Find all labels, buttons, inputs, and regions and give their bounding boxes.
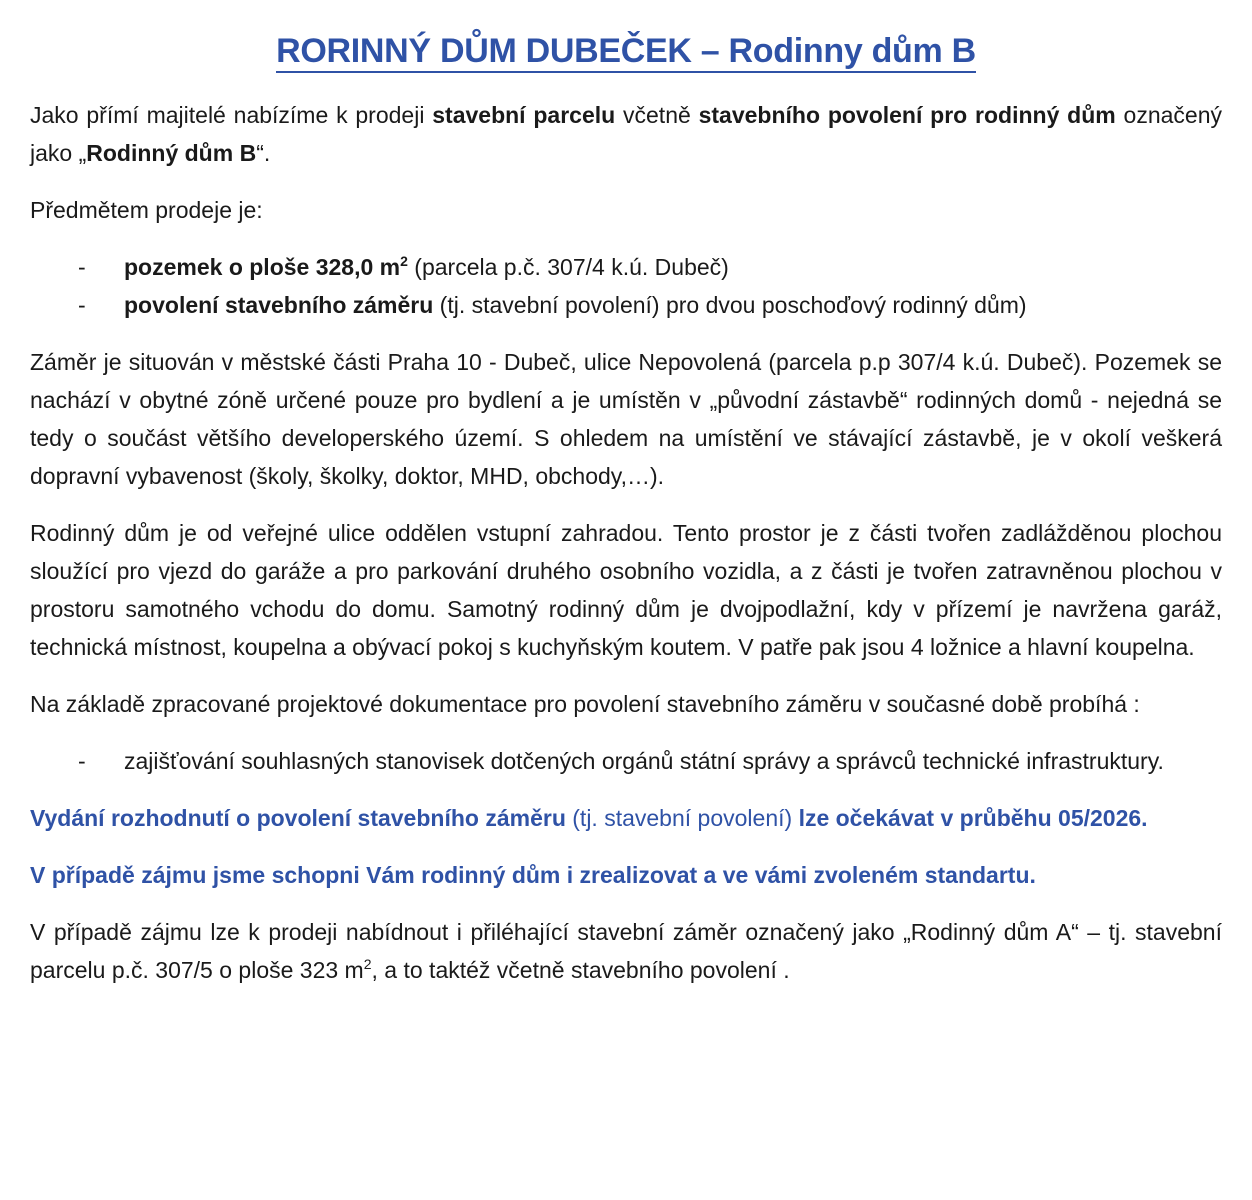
location-paragraph: Záměr je situován v městské části Praha 10 - Dubeč, ulice Nepovolená (parcela p.p 307/4 k.ú. Dubeč). Pozemek se nachází v obytné zóně určené pouze pro bydlení a je umístěn v „původní zástavbě“ rodinných domů - nejedná se tedy o součást většího developerského území. S ohledem na umístění ve stávající zástavbě, je v okolí veškerá dopravní vybavenost (školy, školky, doktor, MHD, obchody,…). [30, 349, 1222, 489]
land-area: pozemek o ploše 328,0 m [124, 254, 401, 280]
process-item-text: zajišťování souhlasných stanovisek dotčených orgánů státní správy a správců technické infrastruktury. [124, 748, 1164, 774]
permit-label: povolení stavebního záměru [124, 292, 434, 318]
permit-bold-1: Vydání rozhodnutí o povolení stavebního záměru [30, 805, 566, 831]
superscript: 2 [363, 956, 372, 972]
offer-a-text-2: , a to taktéž včetně stavebního povolení . [371, 957, 790, 983]
permit-description: (tj. stavební povolení) pro dvou poschoďový rodinný dům) [433, 292, 1027, 318]
offer-a-paragraph [30, 913, 1222, 989]
intro-bold-3: Rodinný dům B [86, 140, 257, 166]
dash-bullet: - [78, 254, 86, 280]
list-item [30, 286, 1222, 324]
land-parcel: (parcela p.č. 307/4 k.ú. Dubeč) [407, 254, 729, 280]
permit-text: (tj. stavební povolení) [565, 805, 799, 831]
intro-text-3: označený jako „ [30, 102, 1223, 166]
realization-text: V případě zájmu jsme schopni Vám rodinný dům i zrealizovat a ve vámi zvoleném standartu. [30, 862, 1036, 888]
intro-text-1: Jako přímí majitelé nabízíme k prodeji [30, 102, 433, 128]
superscript: 2 [400, 253, 408, 269]
list-item [30, 248, 1222, 286]
intro-bold-1: stavební parcelu [432, 102, 616, 128]
offer-a-text-1: V případě zájmu lze k prodeji nabídnout i přiléhající stavební záměr označený jako „Rodinný dům A“ – tj. stavební parcelu p.č. 307/5 o ploše 323 m [30, 919, 1222, 983]
dash-bullet: - [78, 292, 86, 318]
dash-bullet: - [78, 748, 86, 774]
house-paragraph: Rodinný dům je od veřejné ulice oddělen vstupní zahradou. Tento prostor je z části tvořen zadlážděnou plochou sloužící pro vjezd do garáže a pro parkování druhého osobního vozidla, a z části je tvořen zatravněnou plochou v prostoru samotného vchodu do domu. Samotný rodinný dům je dvojpodlažní, kdy v přízemí je navržena garáž, technická místnost, koupelna a obývací pokoj s kuchyňským koutem. V patře pak jsou 4 ložnice a hlavní koupelna. [30, 520, 1222, 660]
realization-paragraph [30, 856, 1222, 894]
page-title [30, 28, 1222, 74]
intro-text-4: “. [256, 140, 271, 166]
process-list [30, 742, 1222, 780]
permit-paragraph [30, 799, 1222, 837]
permit-bold-2: lze očekávat v průběhu 05/2026. [798, 805, 1148, 831]
list-item [30, 742, 1222, 780]
intro-bold-2: stavebního povolení pro rodinný dům [698, 102, 1116, 128]
intro-text-2: včetně [615, 102, 699, 128]
process-paragraph: Na základě zpracované projektové dokumentace pro povolení stavebního záměru v současné době probíhá : [30, 691, 1140, 717]
subject-heading: Předmětem prodeje je: [30, 197, 263, 223]
intro-paragraph [30, 96, 1222, 172]
page-title-text: RORINNÝ DŮM DUBEČEK – Rodinny dům B [276, 32, 976, 73]
subject-list [30, 248, 1222, 324]
